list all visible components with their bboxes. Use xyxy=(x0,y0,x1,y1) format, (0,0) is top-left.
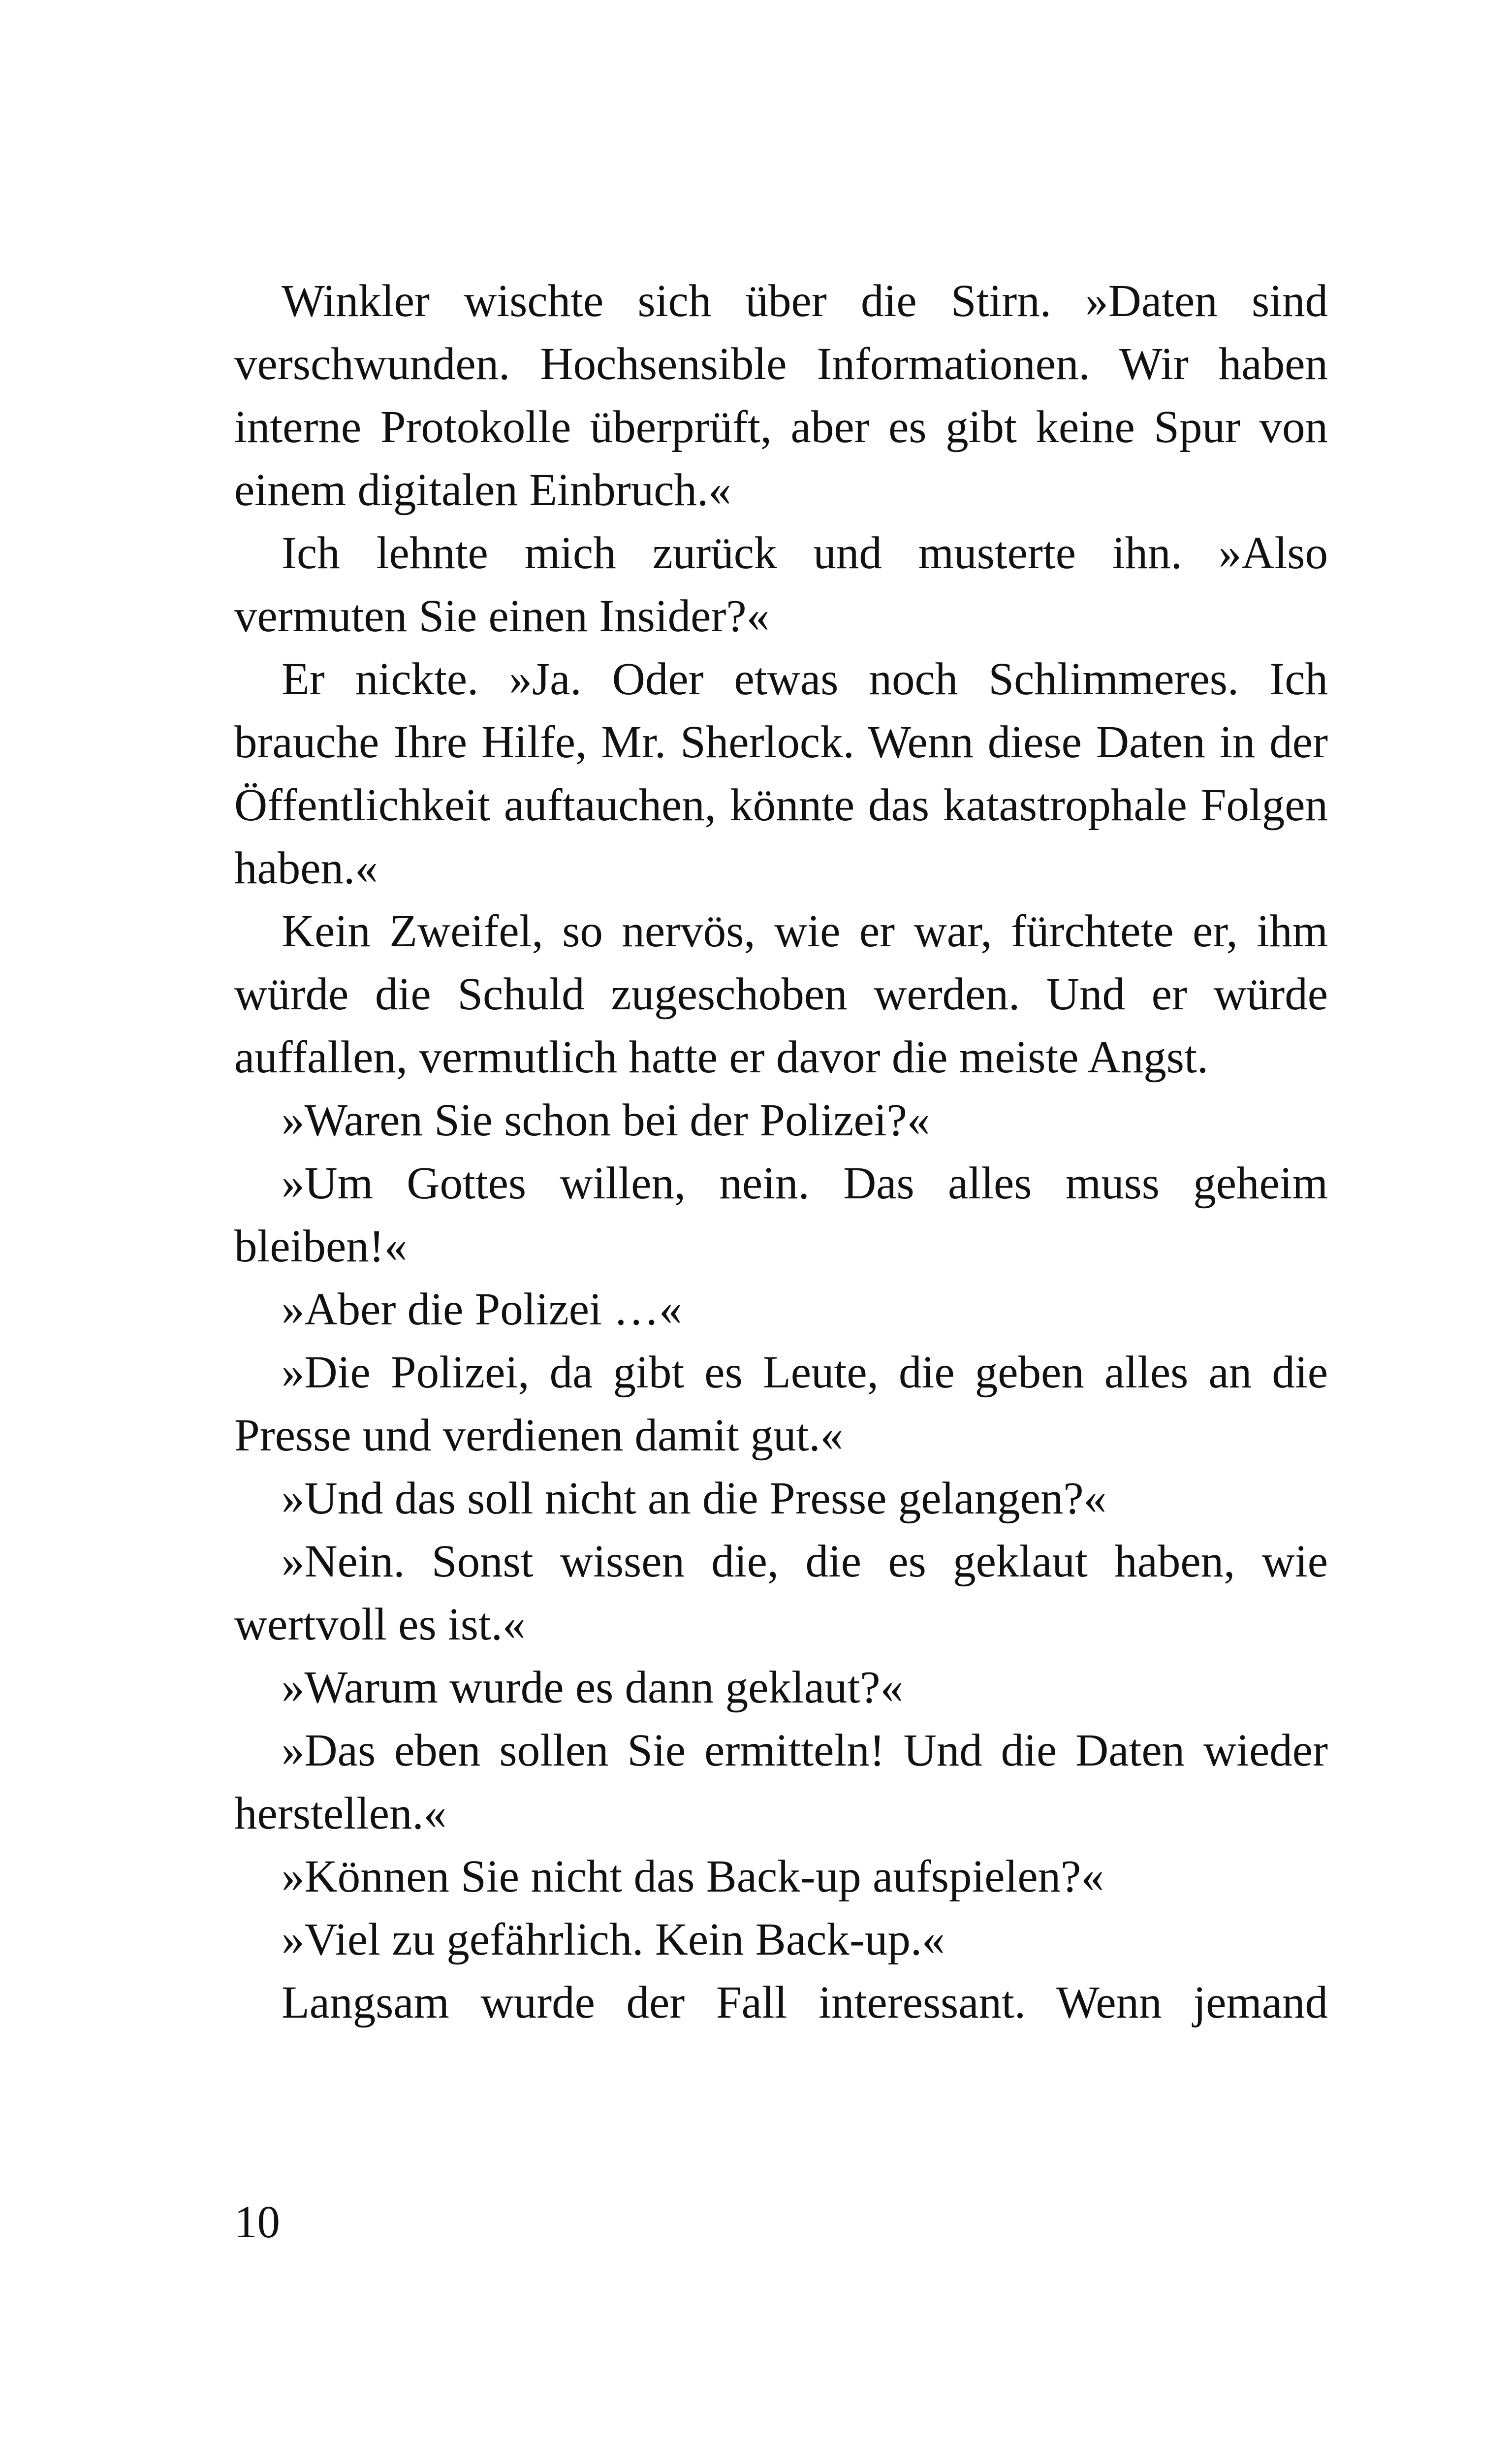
paragraph: »Das eben sollen Sie ermitteln! Und die Daten wieder herstellen.« xyxy=(234,1725,1328,1839)
paragraph: »Waren Sie schon bei der Polizei?« xyxy=(282,1095,930,1146)
paragraph: »Und das soll nicht an die Presse gelangen?« xyxy=(282,1473,1107,1524)
paragraph: »Aber die Polizei …« xyxy=(282,1284,682,1335)
paragraph: »Viel zu gefährlich. Kein Back-up.« xyxy=(282,1914,945,1965)
paragraph: Ich lehnte mich zurück und musterte ihn. »Also vermuten Sie einen Insider?« xyxy=(234,528,1328,642)
paragraph: »Um Gottes willen, nein. Das alles muss geheim bleiben!« xyxy=(234,1158,1328,1272)
paragraph: Langsam wurde der Fall interessant. Wenn jemand xyxy=(282,1977,1328,2028)
paragraph: »Nein. Sonst wissen die, die es geklaut haben, wie wertvoll es ist.« xyxy=(234,1536,1328,1650)
paragraph: »Warum wurde es dann geklaut?« xyxy=(282,1662,904,1713)
paragraph: »Können Sie nicht das Back-up aufspielen?« xyxy=(282,1851,1104,1902)
paragraph: Kein Zweifel, so nervös, wie er war, fürchtete er, ihm würde die Schuld zugeschoben werden. Und er würde auffallen, vermutlich hatte er davor die meiste Angst. xyxy=(234,906,1328,1083)
body-text xyxy=(234,270,1328,2034)
paragraph: Winkler wischte sich über die Stirn. »Daten sind verschwunden. Hochsensible Informationen. Wir haben interne Protokolle überprüft, aber es gibt keine Spur von einem digitalen Einbruch.« xyxy=(234,276,1328,515)
paragraph: Er nickte. »Ja. Oder etwas noch Schlimmeres. Ich brauche Ihre Hilfe, Mr. Sherlock. Wenn diese Daten in der Öffentlichkeit auftauchen, könnte das katastrophale Folgen haben.« xyxy=(234,654,1328,894)
page-number: 10 xyxy=(234,2197,280,2248)
paragraph: »Die Polizei, da gibt es Leute, die geben alles an die Presse und verdienen damit gut.« xyxy=(234,1347,1328,1461)
